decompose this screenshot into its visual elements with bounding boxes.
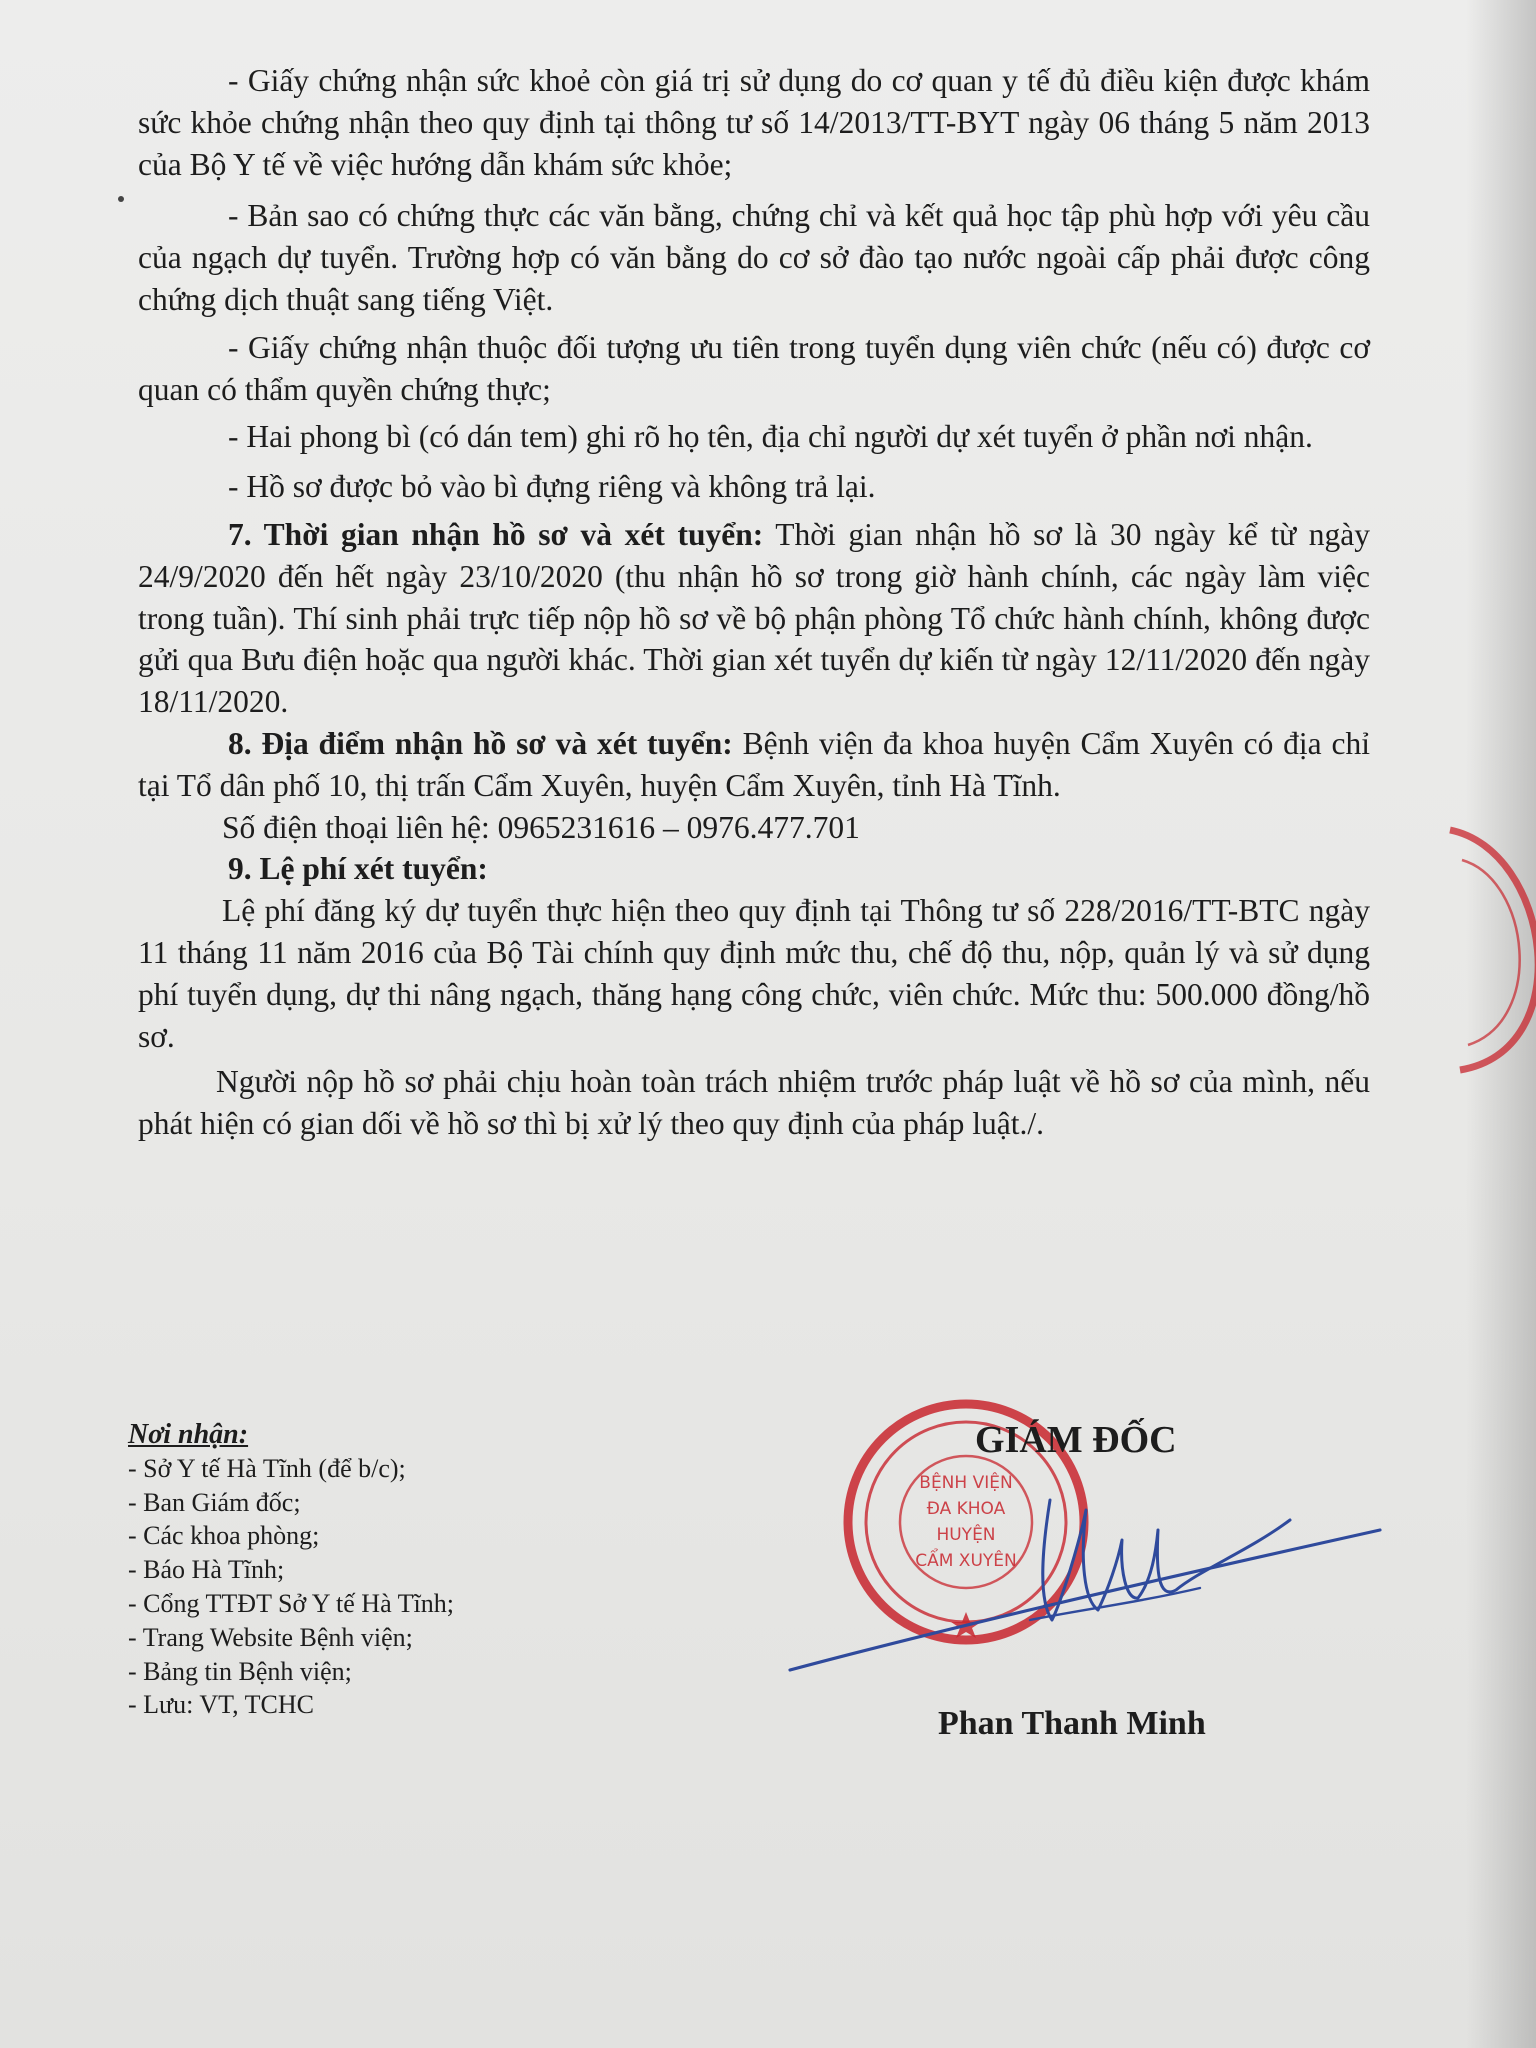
section-9-heading	[138, 848, 1370, 890]
recipients-block	[128, 1418, 688, 1722]
recipient-item: - Sở Y tế Hà Tĩnh (để b/c);	[128, 1453, 406, 1483]
side-stamp-fragment	[1430, 820, 1536, 1080]
handwritten-signature	[780, 1470, 1400, 1680]
signer-name: Phan Thanh Minh	[938, 1705, 1206, 1742]
section-7-text: Thời gian nhận hồ sơ là 30 ngày kể từ ngày 24/9/2020 đến hết ngày 23/10/2020 (thu nhận hồ sơ trong giờ hành chính, các ngày làm việc trong tuần). Thí sinh phải trực tiếp nộp hồ sơ về bộ phận phòng Tổ chức hành chính, không được gửi qua Bưu điện hoặc qua người khác. Thời gian xét tuyển dự kiến từ ngày 12/11/2020 đến ngày 18/11/2020.	[138, 516, 1371, 720]
signer-title: GIÁM ĐỐC	[975, 1419, 1177, 1461]
recipient-item: - Lưu: VT, TCHC	[128, 1690, 314, 1720]
para-envelopes: - Hai phong bì (có dán tem) ghi rõ họ tên, địa chỉ người dự xét tuyển ở phần nơi nhận.	[228, 419, 1313, 455]
ink-dot	[118, 196, 124, 202]
para-diploma-copies: - Bản sao có chứng thực các văn bằng, chứng chỉ và kết quả học tập phù hợp với yêu cầu của ngạch dự tuyển. Trường hợp có văn bằng do cơ sở đào tạo nước ngoài cấp phải được công chứng dịch thuật sang tiếng Việt.	[138, 198, 1370, 317]
section-7	[138, 514, 1370, 723]
recipient-item: - Báo Hà Tĩnh;	[128, 1555, 285, 1585]
section-9-heading-text: 9. Lệ phí xét tuyển:	[228, 851, 488, 887]
stamp-line: CẨM XUYÊN	[915, 1551, 1017, 1571]
stamp-line: BỆNH VIỆN	[919, 1473, 1013, 1493]
contact-phone: Số điện thoại liên hệ: 0965231616 – 0976.477.701	[222, 809, 860, 845]
para-priority-certificate: - Giấy chứng nhận thuộc đối tượng ưu tiên trong tuyển dụng viên chức (nếu có) được cơ quan có thẩm quyền chứng thực;	[138, 329, 1370, 407]
recipients-heading: Nơi nhận:	[128, 1419, 249, 1450]
document-body	[138, 60, 1370, 1145]
recipients-list	[128, 1452, 688, 1722]
para-file-return: - Hồ sơ được bỏ vào bì đựng riêng và không trả lại.	[228, 469, 876, 505]
section-8	[138, 723, 1370, 807]
para-health-certificate: - Giấy chứng nhận sức khoẻ còn giá trị sử dụng do cơ quan y tế đủ điều kiện được khám sức khỏe chứng nhận theo quy định tại thông tư số 14/2013/TT-BYT ngày 06 tháng 5 năm 2013 của Bộ Y tế về việc hướng dẫn khám sức khỏe;	[138, 63, 1370, 182]
section-9-text: Lệ phí đăng ký dự tuyển thực hiện theo quy định tại Thông tư số 228/2016/TT-BTC ngày 11 tháng 11 năm 2016 của Bộ Tài chính quy định mức thu, chế độ thu, nộp, quản lý và sử dụng phí tuyển dụng, dự thi nâng ngạch, thăng hạng công chức, viên chức. Mức thu: 500.000 đồng/hồ sơ.	[138, 893, 1370, 1054]
recipient-item: - Các khoa phòng;	[128, 1521, 320, 1551]
recipient-item: - Cổng TTĐT Sở Y tế Hà Tĩnh;	[128, 1588, 454, 1618]
stamp-line: HUYỆN	[936, 1525, 996, 1545]
recipient-item: - Ban Giám đốc;	[128, 1487, 301, 1517]
closing-statement: Người nộp hồ sơ phải chịu hoàn toàn trách nhiệm trước pháp luật về hồ sơ của mình, nếu phát hiện có gian dối về hồ sơ thì bị xử lý theo quy định của pháp luật./.	[138, 1064, 1370, 1142]
section-8-text: Bệnh viện đa khoa huyện Cẩm Xuyên có địa chỉ tại Tổ dân phố 10, thị trấn Cẩm Xuyên, huyện Cẩm Xuyên, tỉnh Hà Tĩnh.	[138, 725, 1370, 803]
recipient-item: - Trang Website Bệnh viện;	[128, 1622, 413, 1652]
recipient-item: - Bảng tin Bệnh viện;	[128, 1656, 352, 1686]
section-8-heading: 8. Địa điểm nhận hồ sơ và xét tuyển:	[228, 725, 733, 761]
stamp-line: ĐA KHOA	[926, 1499, 1006, 1519]
section-7-heading: 7. Thời gian nhận hồ sơ và xét tuyển:	[228, 516, 764, 552]
